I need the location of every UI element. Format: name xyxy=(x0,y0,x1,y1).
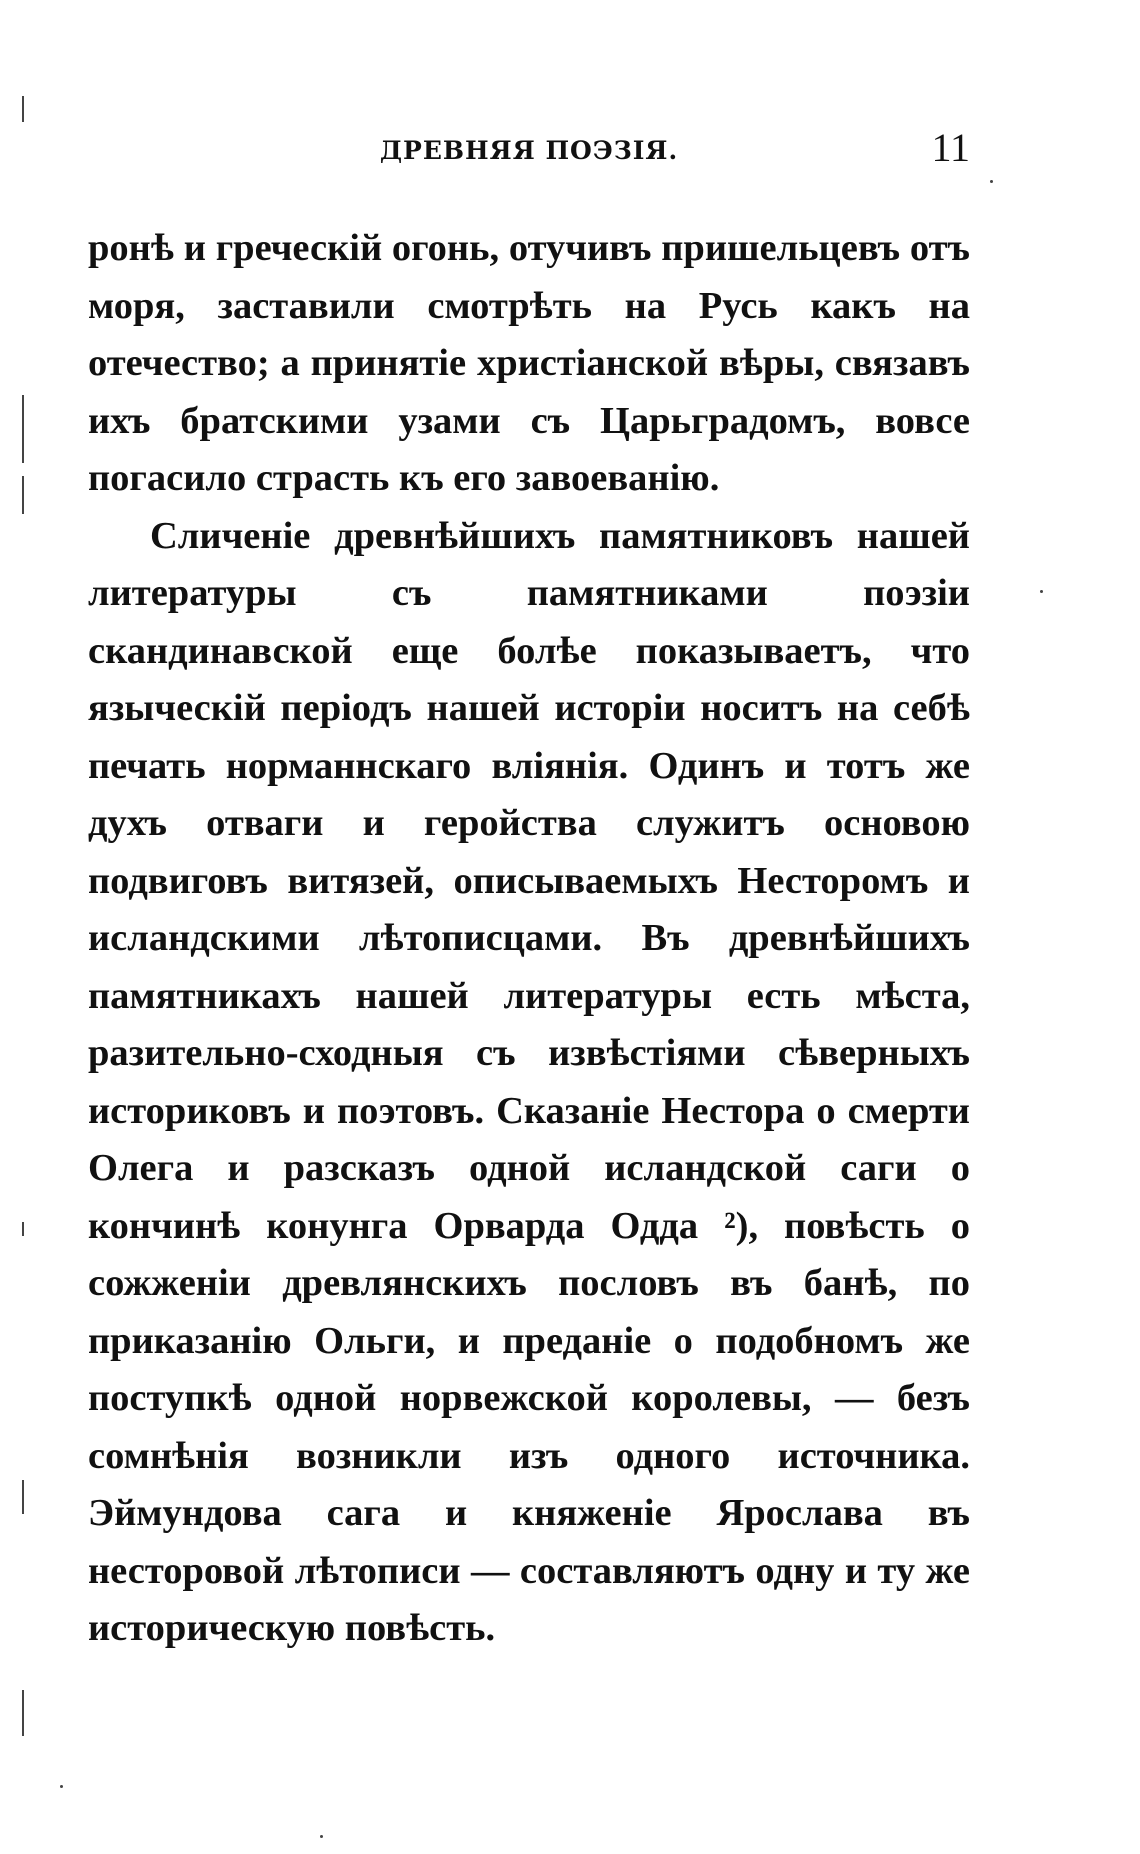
scan-dot xyxy=(990,180,993,183)
scan-mark xyxy=(22,1690,24,1736)
running-title: ДРЕВНЯЯ ПОЭЗІЯ. xyxy=(379,136,679,165)
body-text xyxy=(88,220,970,1658)
running-head xyxy=(88,125,970,178)
scan-mark xyxy=(22,395,24,463)
scan-mark xyxy=(22,476,24,514)
paragraph-1: ронѣ и греческій огонь, отучивъ пришельцевъ отъ моря, заставили смотрѣть на Русь какъ на отечество; а принятіе христіанской вѣры, связавъ ихъ братскими узами съ Царьградомъ, вовсе погасило страсть къ его завоеванію. xyxy=(88,227,970,499)
scan-dot xyxy=(1040,590,1043,593)
scan-dot xyxy=(320,1835,323,1838)
scan-dot xyxy=(60,1785,63,1788)
scan-mark xyxy=(22,1222,24,1236)
paragraph-2: Сличеніе древнѣйшихъ памятниковъ нашей литературы съ памятниками поэзіи скандинавской еще болѣе показываетъ, что языческій періодъ нашей исторіи носитъ на себѣ печать норманнскаго вліянія. Одинъ и тотъ же духъ отваги и геройства служитъ основою подвиговъ витязей, описываемыхъ Несторомъ и исландскими лѣтописцами. Въ древнѣйшихъ памятникахъ нашей литературы есть мѣста, разительно-сходныя съ извѣстіями сѣверныхъ историковъ и поэтовъ. Сказаніе Нестора о смерти Олега и разсказъ одной исландской саги о кончинѣ конунга Орварда Одда ²), повѣсть о сожженіи древлянскихъ пословъ въ банѣ, по приказанію Ольги, и преданіе о подобномъ же поступкѣ одной норвежской королевы, — безъ сомнѣнія возникли изъ одного источника. Эймундова сага и княженіе Ярослава въ несторовой лѣтописи — составляютъ одну и ту же историческую повѣсть. xyxy=(88,514,970,1649)
page-number: 11 xyxy=(931,125,970,170)
scan-mark xyxy=(22,96,24,122)
scan-mark xyxy=(22,1480,24,1514)
